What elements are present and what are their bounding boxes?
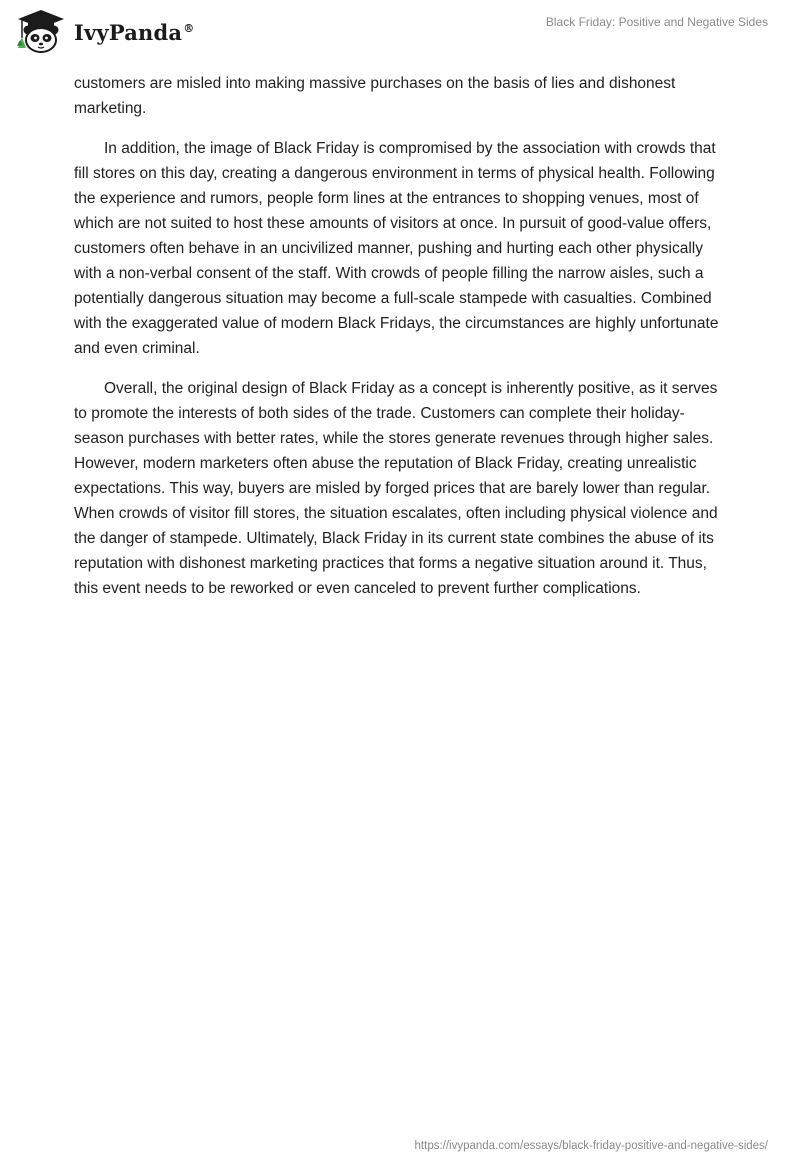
document-title: Black Friday: Positive and Negative Sides bbox=[545, 15, 768, 29]
brand-name: IvyPanda® bbox=[74, 19, 195, 45]
paragraph-conclusion: Overall, the original design of Black Friday as a concept is inherently positive, as it serves to promote the interests of both sides of the trade. Customers can complete their holiday-season purchases with better rates, while the stores generate revenues through higher sales. However, modern marketers often abuse the reputation of Black Friday, creating unrealistic expectations. This way, buyers are misled by forged prices that are barely lower than regular. When crowds of visitor fill stores, the situation escalates, often including physical violence and the danger of stampede. Ultimately, Black Friday in its current state combines the abuse of its reputation with dishonest marketing practices that forms a negative situation around it. Thus, this event needs to be reworked or even canceled to prevent further complications. bbox=[74, 380, 718, 597]
essay-body bbox=[74, 71, 734, 616]
paragraph: In addition, the image of Black Friday is compromised by the association with crowds that fill stores on this day, creating a dangerous environment in terms of physical health. Following the experience and rumors, people form lines at the entrances to shopping venues, most of which are not suited to host these amounts of visitors at once. In pursuit of good-value offers, customers often behave in an uncivilized manner, pushing and hurting each other physically with a non-verbal consent of the staff. With crowds of people filling the narrow aisles, such a potentially dangerous situation may become a full-scale stampede with casualties. Combined with the exaggerated value of modern Black Fridays, the circumstances are highly unfortunate and even criminal. bbox=[74, 140, 719, 357]
panda-graduate-icon bbox=[14, 8, 68, 54]
paragraph-continuation: customers are misled into making massive purchases on the basis of lies and dishonest marketing. bbox=[74, 75, 676, 117]
ivypanda-logo[interactable] bbox=[14, 8, 194, 54]
source-url[interactable]: https://ivypanda.com/essays/black-friday-positive-and-negative-sides/ bbox=[414, 1140, 768, 1152]
registered-mark: ® bbox=[183, 21, 195, 35]
page-header bbox=[0, 0, 800, 64]
